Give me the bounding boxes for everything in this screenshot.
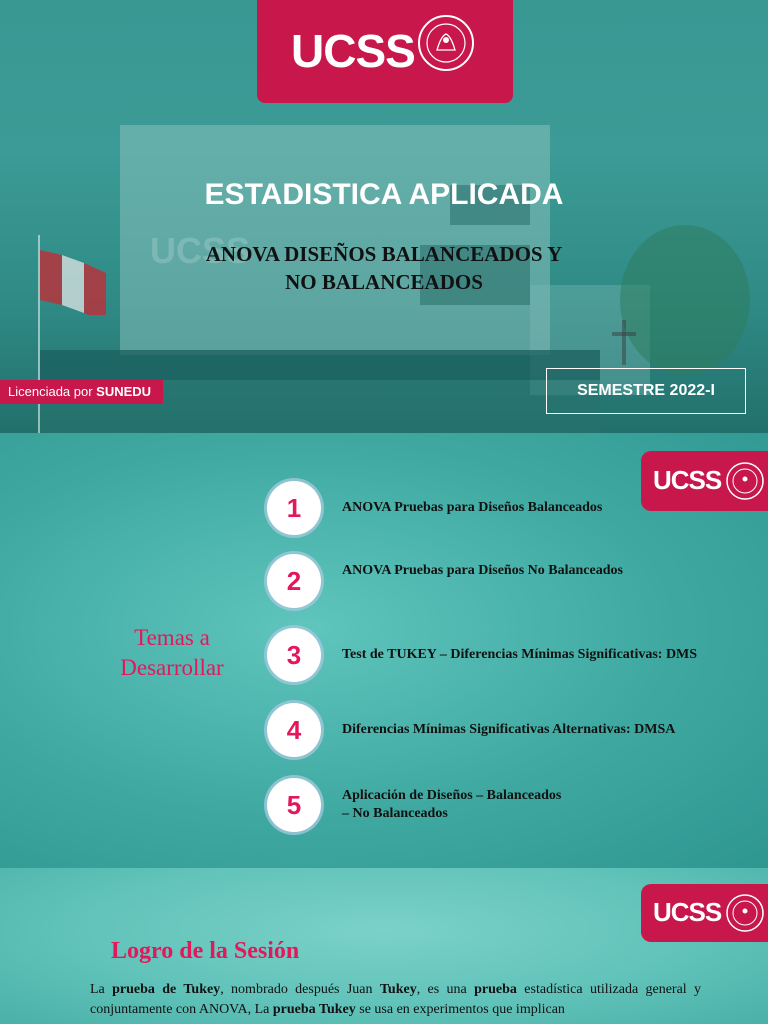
topic-number: 1 (267, 481, 321, 535)
topic-text: ANOVA Pruebas para Diseños No Balanceados (342, 563, 623, 578)
peru-flag (40, 245, 106, 315)
topic-text: ANOVA Pruebas para Diseños Balanceados (342, 500, 603, 515)
topic-item (267, 703, 747, 757)
topics-slide (0, 433, 768, 868)
building-sign: UCSS (150, 230, 251, 271)
ucss-corner-logo: UCSS (641, 451, 768, 511)
title-slide (0, 0, 768, 433)
topic-item (267, 628, 747, 682)
topic-item (267, 778, 747, 832)
tree (620, 225, 750, 375)
ucss-corner-logo: UCSS (641, 884, 768, 942)
outcome-heading: Logro de la Sesión (111, 938, 300, 964)
building-canopy (40, 350, 600, 380)
topic-text: Diferencias Mínimas Significativas Alternativas: DMSA (342, 722, 676, 737)
outcome-paragraph: La prueba de Tukey, nombrado después Juan Tukey, es una prueba estadística utilizada general y conjuntamente con ANOVA, La prueba Tukey se usa en experimentos que implican (90, 982, 702, 1017)
topic-item (267, 554, 747, 608)
university-seal-icon (725, 893, 765, 933)
university-seal-icon (417, 14, 475, 72)
topic-number: 5 (267, 778, 321, 832)
ucss-logo-badge (257, 0, 513, 103)
topic-number: 2 (267, 554, 321, 608)
topics-heading: Temas a Desarrollar (120, 625, 224, 680)
ucss-logo-text: UCSS (291, 25, 415, 77)
semester-box: SEMESTRE 2022-I (546, 368, 746, 414)
topic-number: 3 (267, 628, 321, 682)
topic-text: Test de TUKEY – Diferencias Mínimas Significativas: DMS (342, 647, 698, 662)
learning-outcome-slide (0, 868, 768, 1024)
course-title: ESTADISTICA APLICADA (204, 178, 564, 211)
session-subtitle: ANOVA DISEÑOS BALANCEADOS Y NO BALANCEADOS (205, 242, 563, 294)
topic-text: Aplicación de Diseños – Balanceados – No Balanceados (342, 788, 562, 821)
topic-item (267, 481, 747, 535)
topic-number: 4 (267, 703, 321, 757)
sunedu-license-badge: Licenciada por SUNEDU (0, 380, 163, 404)
